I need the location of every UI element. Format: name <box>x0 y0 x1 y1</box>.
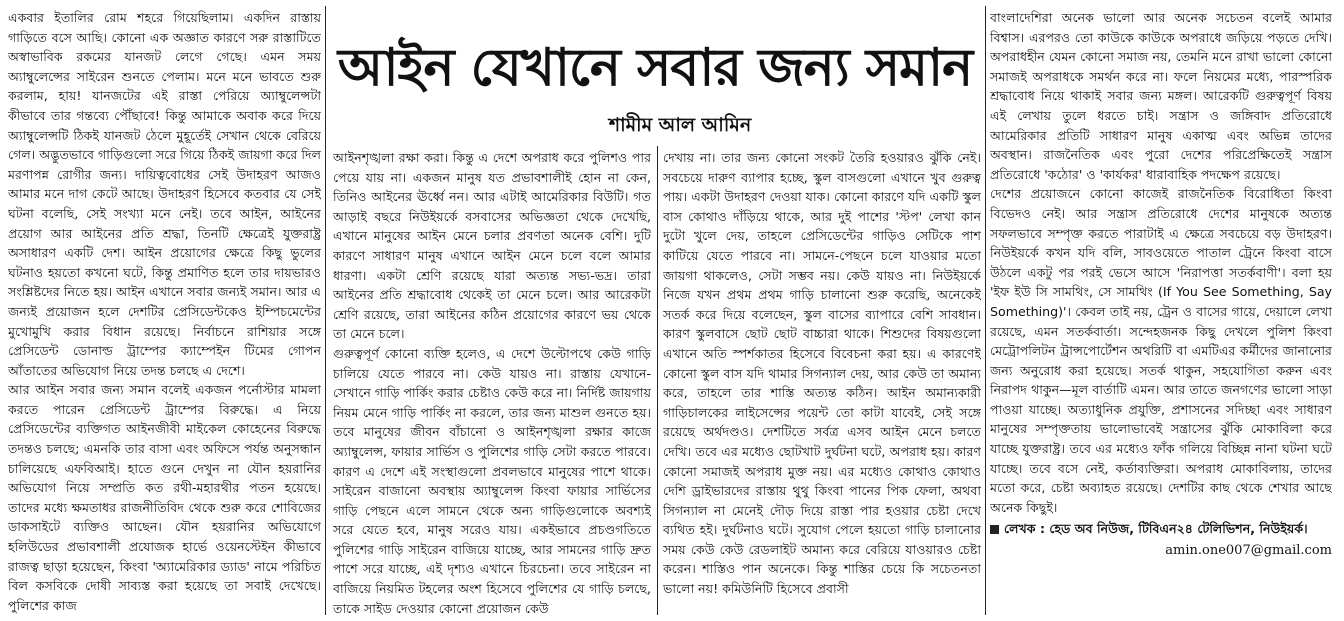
paragraph: একবার ইতালির রোম শহরে গিয়েছিলাম। একদিন রাস্তায় গাড়িতে বসে আছি। কোনো এক অজ্ঞাত কারণে সরু রাস্তাটিতে অস্বাভাবিক রকমের যানজট লেগে গেছে। এমন সময় অ্যাম্বুলেন্সের সাইরেন শুনতে পেলাম। মনে মনে ভাবতে শুরু করলাম, হায়! যানজটের এই রাস্তা পেরিয়ে অ্যাম্বুলেন্সটা কীভাবে তার গন্তব্যে পৌঁছাবে! কিন্তু আমাকে অবাক করে দিয়ে অ্যাম্বুলেন্সটি ঠিকই যানজট ঠেলে মুহূর্তেই সেখান থেকে বেরিয়ে গেল। অদ্ভুতভাবে গাড়িগুলো সরে গিয়ে ঠিকই জায়গা করে দিল মরণাপন্ন রোগীর জন্য। দায়িত্ববোধের সেই উদাহরণ আজও আমার মনে দাগ কেটে আছে। উদাহরণ হিসেবে কতবার যে সেই ঘটনা বলেছি, সেই সংখ্যা মনে নেই। তবে আইন, আইনের প্রয়োগ আর আইনের প্রতি শ্রদ্ধা, তিনটি ক্ষেত্রেই যুক্তরাষ্ট্র অসাধারণ একটি দেশ। আইন প্রয়োগের ক্ষেত্রে কিছু ভুলের ঘটনাও হয়তো কখনো ঘটে, কিন্তু প্রমাণিত হলে তার দায়ভারও সংশ্লিষ্টদের নিতে হয়। আইন এখানে সবার জন্যই সমান। আর এ জন্যই প্রয়োজন হলে দেশটির প্রেসিডেন্টকেও ইম্পিচমেন্টের মুখোমুখি করার বিধান রয়েছে। নির্বাচনে রাশিয়ার সঙ্গে প্রেসিডেন্ট ডোনাল্ড ট্রাম্পের ক্যাম্পেইন টিমের গোপন আঁতাতের অভিযোগ নিয়ে তদন্ত চলছে এ দেশে। <box>8 10 321 378</box>
author-note-text: লেখক : হেড অব নিউজ, টিবিএন২৪ টেলিভিশন, নিউইয়র্ক। <box>1004 521 1308 537</box>
article-headline: আইন যেখানে সবার জন্য সমান <box>337 37 973 98</box>
author-email: amin.one007@gmail.com <box>1165 543 1332 559</box>
column-divider <box>985 6 986 615</box>
paragraph: দেখায় না। তার জন্য কোনো সংকট তৈরি হওয়ারও ঝুঁকি নেই। সবচেয়ে দারুণ ব্যাপার হচ্ছে, স্কুল বাসগুলো এখানে খুব গুরুত্ব পায়। একটা উদাহরণ দেওয়া যাক। কোনো কারণে যদি একটি স্কুল বাস কোথাও দাঁড়িয়ে থাকে, আর দুই পাশের 'স্টপ' লেখা কান দুটো খুলে দেয়, তাহলে প্রেসিডেন্টের গাড়িও সেটিকে পাশ কাটিয়ে যেতে পারবে না। সামনে-পেছনে চলে যাওয়ার মতো জায়গা থাকলেও, সেটা সম্ভব নয়। কেউ যায়ও না। নিউইয়র্কে নিজে যখন প্রথম প্রথম গাড়ি চালানো শুরু করেছি, অনেকেই সতর্ক করে দিয়ে বলেছেন, স্কুল বাসের ব্যাপারে বেশি সাবধান। কারণ স্কুলবাসে ছোট ছোট বাচ্চারা থাকে। শিশুদের বিষয়গুলো এখানে অতি স্পর্শকাতর হিসেবে বিবেচনা করা হয়। এ কারণেই কোনো স্কুল বাস যদি থামার সিগন্যাল দেয়, আর কেউ তা অমান্য করে, তাহলে তার শাস্তি অত্যন্ত কঠিন। আইন অমান্যকারী গাড়িচালকের লাইসেন্সের পয়েন্ট তো কাটা যাবেই, সেই সঙ্গে রয়েছে অর্থদণ্ডও। দেশটিতে সর্বত্র এসব আইন মেনে চলতে দেখি। তবে এর মধ্যেও ছোটখাট দুর্ঘটনা ঘটে, অপরাধ হয়। কারণ কোনো সমাজই অপরাধ মুক্ত নয়। এর মধ্যেও কোথাও কোথাও দেশি ড্রাইভারদের রাস্তায় থুথু কিংবা পানের পিক ফেলা, অথবা সিগন্যাল না মেনেই দৌড় দিয়ে রাস্তা পার হওয়ার চেষ্টা দেখে ব্যথিত হই। দুর্ঘটনাও ঘটে। সুযোগ পেলে হয়তো গাড়ি চালানোর সময় কেউ কেউ রেডলাইট অমান্য করে বেরিয়ে যাওয়ারও চেষ্টা করেন। শাস্তিও পান অনেকে। কিন্তু শাস্তির চেয়ে কি সচেতনতা ভালো নয়! কমিউনিটি হিসেবে প্রবাসী <box>663 150 981 597</box>
paragraph: দেশের প্রয়োজনে কোনো কাজেই রাজনৈতিক বিরোধিতা কিংবা বিভেদও নেই। আর সন্ত্রাস প্রতিরোধে দেশের মানুষকে অত্যন্ত সফলভাবে সম্পৃক্ত করতে পারাটাই এ ক্ষেত্রে সবচেয়ে বড় উদাহরণ। নিউইয়র্কে কখন যদি বলি, সাবওয়েতে পাতাল ট্রেনে কিংবা বাসে উঠলে একটু পর পরই ভেসে আসে 'নিরাপত্তা সতর্কবাণী'। বলা হয় 'ইফ ইউ সি সামথিং, সে সামথিং (If You See Something, Say Something)'। কেবল তাই নয়, ট্রেন ও বাসের গায়ে, দেয়ালে লেখা রয়েছে, এমন সতর্কবার্তা। সন্দেহজনক কিছু দেখলে পুলিশ কিংবা মেট্রোপলিটন ট্রান্সপোর্টেশন অথরিটি বা এমটিএর কর্মীদের জানানোর জন্য অনুরোধ করা হয়েছে। সতর্ক থাকুন, সহযোগিতা করুন এবং নিরাপদ থাকুন—মূল বার্তাটি এমন। আর তাতে জনগণের ভালো সাড়া পাওয়া যাচ্ছে। অত্যাধুনিক প্রযুক্তি, প্রশাসনের সদিচ্ছা এবং সাধারণ মানুষের সম্পৃক্ততায় ভালোভাবেই সন্ত্রাসের ঝুঁকি মোকাবিলা করে যাচ্ছে যুক্তরাষ্ট্র। তবে এর মধ্যেও ফাঁক গলিয়ে বিচ্ছিন্ন নানা ঘটনা ঘটে যাচ্ছে। তবে বসে নেই, কর্তাব্যক্তিরা। অপরাধ মোকাবিলায়, তাদের মতো করে, চেষ্টা অব্যাহত রয়েছে। দেশটির কাছ থেকে শেখার আছে অনেক কিছুই। <box>990 186 1332 515</box>
square-bullet-icon <box>990 525 999 534</box>
paragraph: বাংলাদেশিরা অনেক ভালো আর অনেক সচেতন বলেই আমার বিশ্বাস। এরপরও তো কাউকে কাউকে অপরাধে জড়িয়ে পড়তে দেখি। অপরাধহীন যেমন কোনো সমাজ নয়, তেমনি মনে রাখা ভালো কোনো সমাজই অপরাধকে সমর্থন করে না। ফলে নিয়মের মধ্যে, পারস্পরিক শ্রদ্ধাবোধ নিয়ে থাকাই সবার জন্য মঙ্গল। আরেকটি গুরুত্বপূর্ণ বিষয় এই লেখায় তুলে ধরতে চাই। সন্ত্রাস ও জঙ্গিবাদ প্রতিরোধে আমেরিকার প্রতিটি সাধারণ মানুষ একাত্ম এবং অভিন্ন তাদের অবস্থান। রাজনৈতিক এবং পুরো দেশের পরিপ্রেক্ষিতেই সন্ত্রাস প্রতিরোধে 'কঠোর' ও 'কার্যকর' ধারাবাহিক পদক্ষেপ রয়েছে। <box>990 10 1332 182</box>
article-byline: শামীম আল আমিন <box>608 114 752 136</box>
article-column-2 <box>333 148 651 616</box>
paragraph: আইনশৃঙ্খলা রক্ষা করা। কিন্তু এ দেশে অপরাধ করে পুলিশও পার পেয়ে যায় না। একজন মানুষ যত প্রভাবশালীই হোন না কেন, তিনিও আইনের ঊর্ধ্বে নন। আর এটাই আমেরিকার বিউটি। গত আড়াই বছরে নিউইয়র্কে বসবাসের অভিজ্ঞতা থেকে দেখেছি, এখানে মানুষের আইন মেনে চলার প্রবণতা অনেক বেশি। দুটি কারণে সাধারণ মানুষ এখানে আইন মেনে চলে বলে আমার ধারণা। একটা শ্রেণি রয়েছে যারা অত্যন্ত সভ্য-ভদ্র। তারা আইনের প্রতি শ্রদ্ধাবোধ থেকেই তা মেনে চলে। আর আরেকটা শ্রেণি রয়েছে, তারা আইনের কঠিন প্রয়োগের কারণে ভয় থেকে তা মেনে চলে। <box>333 150 651 342</box>
author-note <box>990 519 1332 539</box>
paragraph: গুরুত্বপূর্ণ কোনো ব্যক্তি হলেও, এ দেশে উল্টোপথে কেউ গাড়ি চালিয়ে যেতে পারবে না। কেউ যায়ও না। রাস্তায় যেখানে-সেখানে গাড়ি পার্কিং করার চেষ্টাও কেউ করে না। নির্দিষ্ট জায়গায় নিয়ম মেনে গাড়ি পার্কিং না করলে, তার জন্য মাশুল গুনতে হয়। তবে মানুষের জীবন বাঁচানো ও আইনশৃঙ্খলা রক্ষার কাজে অ্যাম্বুলেন্স, ফায়ার সার্ভিস ও পুলিশের গাড়ি সেটা করতে পারবে। কারণ এ দেশে এই সংস্থাগুলো প্রবলভাবে মানুষের পাশে থাকে। সাইরেন বাজানো অবস্থায় অ্যাম্বুলেন্স কিংবা ফায়ার সার্ভিসের গাড়ি পেছনে এলে সামনে থেকে অন্য গাড়িগুলোকে অবশ্যই সরে যেতে হবে, মানুষ সরেও যায়। একইভাবে প্রচণ্ডগতিতে পুলিশের গাড়ি সাইরেন বাজিয়ে যাচ্ছে, আর সামনের গাড়ি দ্রুত পাশে সরে যাচ্ছে, এই দৃশ্যও এখানে চিরচেনা। তবে সাইরেন না বাজিয়ে নিয়মিত টহলের অংশ হিসেবে পুলিশের যে গাড়ি চলছে, তাকে সাইড দেওয়ার কোনো প্রয়োজন কেউ <box>333 345 651 616</box>
article-column-3 <box>663 148 981 616</box>
article-column-1 <box>8 8 321 616</box>
column-divider <box>325 6 326 615</box>
article-column-4 <box>990 8 1332 616</box>
column-divider <box>657 146 658 615</box>
paragraph: আর আইন সবার জন্য সমান বলেই একজন পর্নোস্টার মামলা করতে পারেন প্রেসিডেন্ট ট্রাম্পের বিরুদ্ধে। এ নিয়ে প্রেসিডেন্টের ব্যক্তিগত আইনজীবী মাইকেল কোহেনের বিরুদ্ধে তদন্তও চলছে; এমনকি তার বাসা এবং অফিসে পর্যন্ত অনুসন্ধান চালিয়েছে এফবিআই। হাতে গুনে দেখুন না যৌন হয়রানির অভিযোগ নিয়ে সম্প্রতি কত রথী-মহারথীর পতন হয়েছে। তাদের মধ্যে ক্ষমতাধর রাজনীতিবিদ থেকে শুরু করে শোবিজের ডাকসাইটে ব্যক্তিও আছেন। যৌন হয়রানির অভিযোগে হলিউডের প্রভাবশালী প্রযোজক হার্ভে ওয়েনস্টেইন কীভাবে রাজত্ব ছাড়া হয়েছেন, কিংবা 'অ্যামেরিকার ড্যাড' নামে পরিচিত বিল কসবিকে দোষী সাব্যস্ত করা হয়েছে তা সবাই দেখেছে। পুলিশের কাজ <box>8 382 321 613</box>
